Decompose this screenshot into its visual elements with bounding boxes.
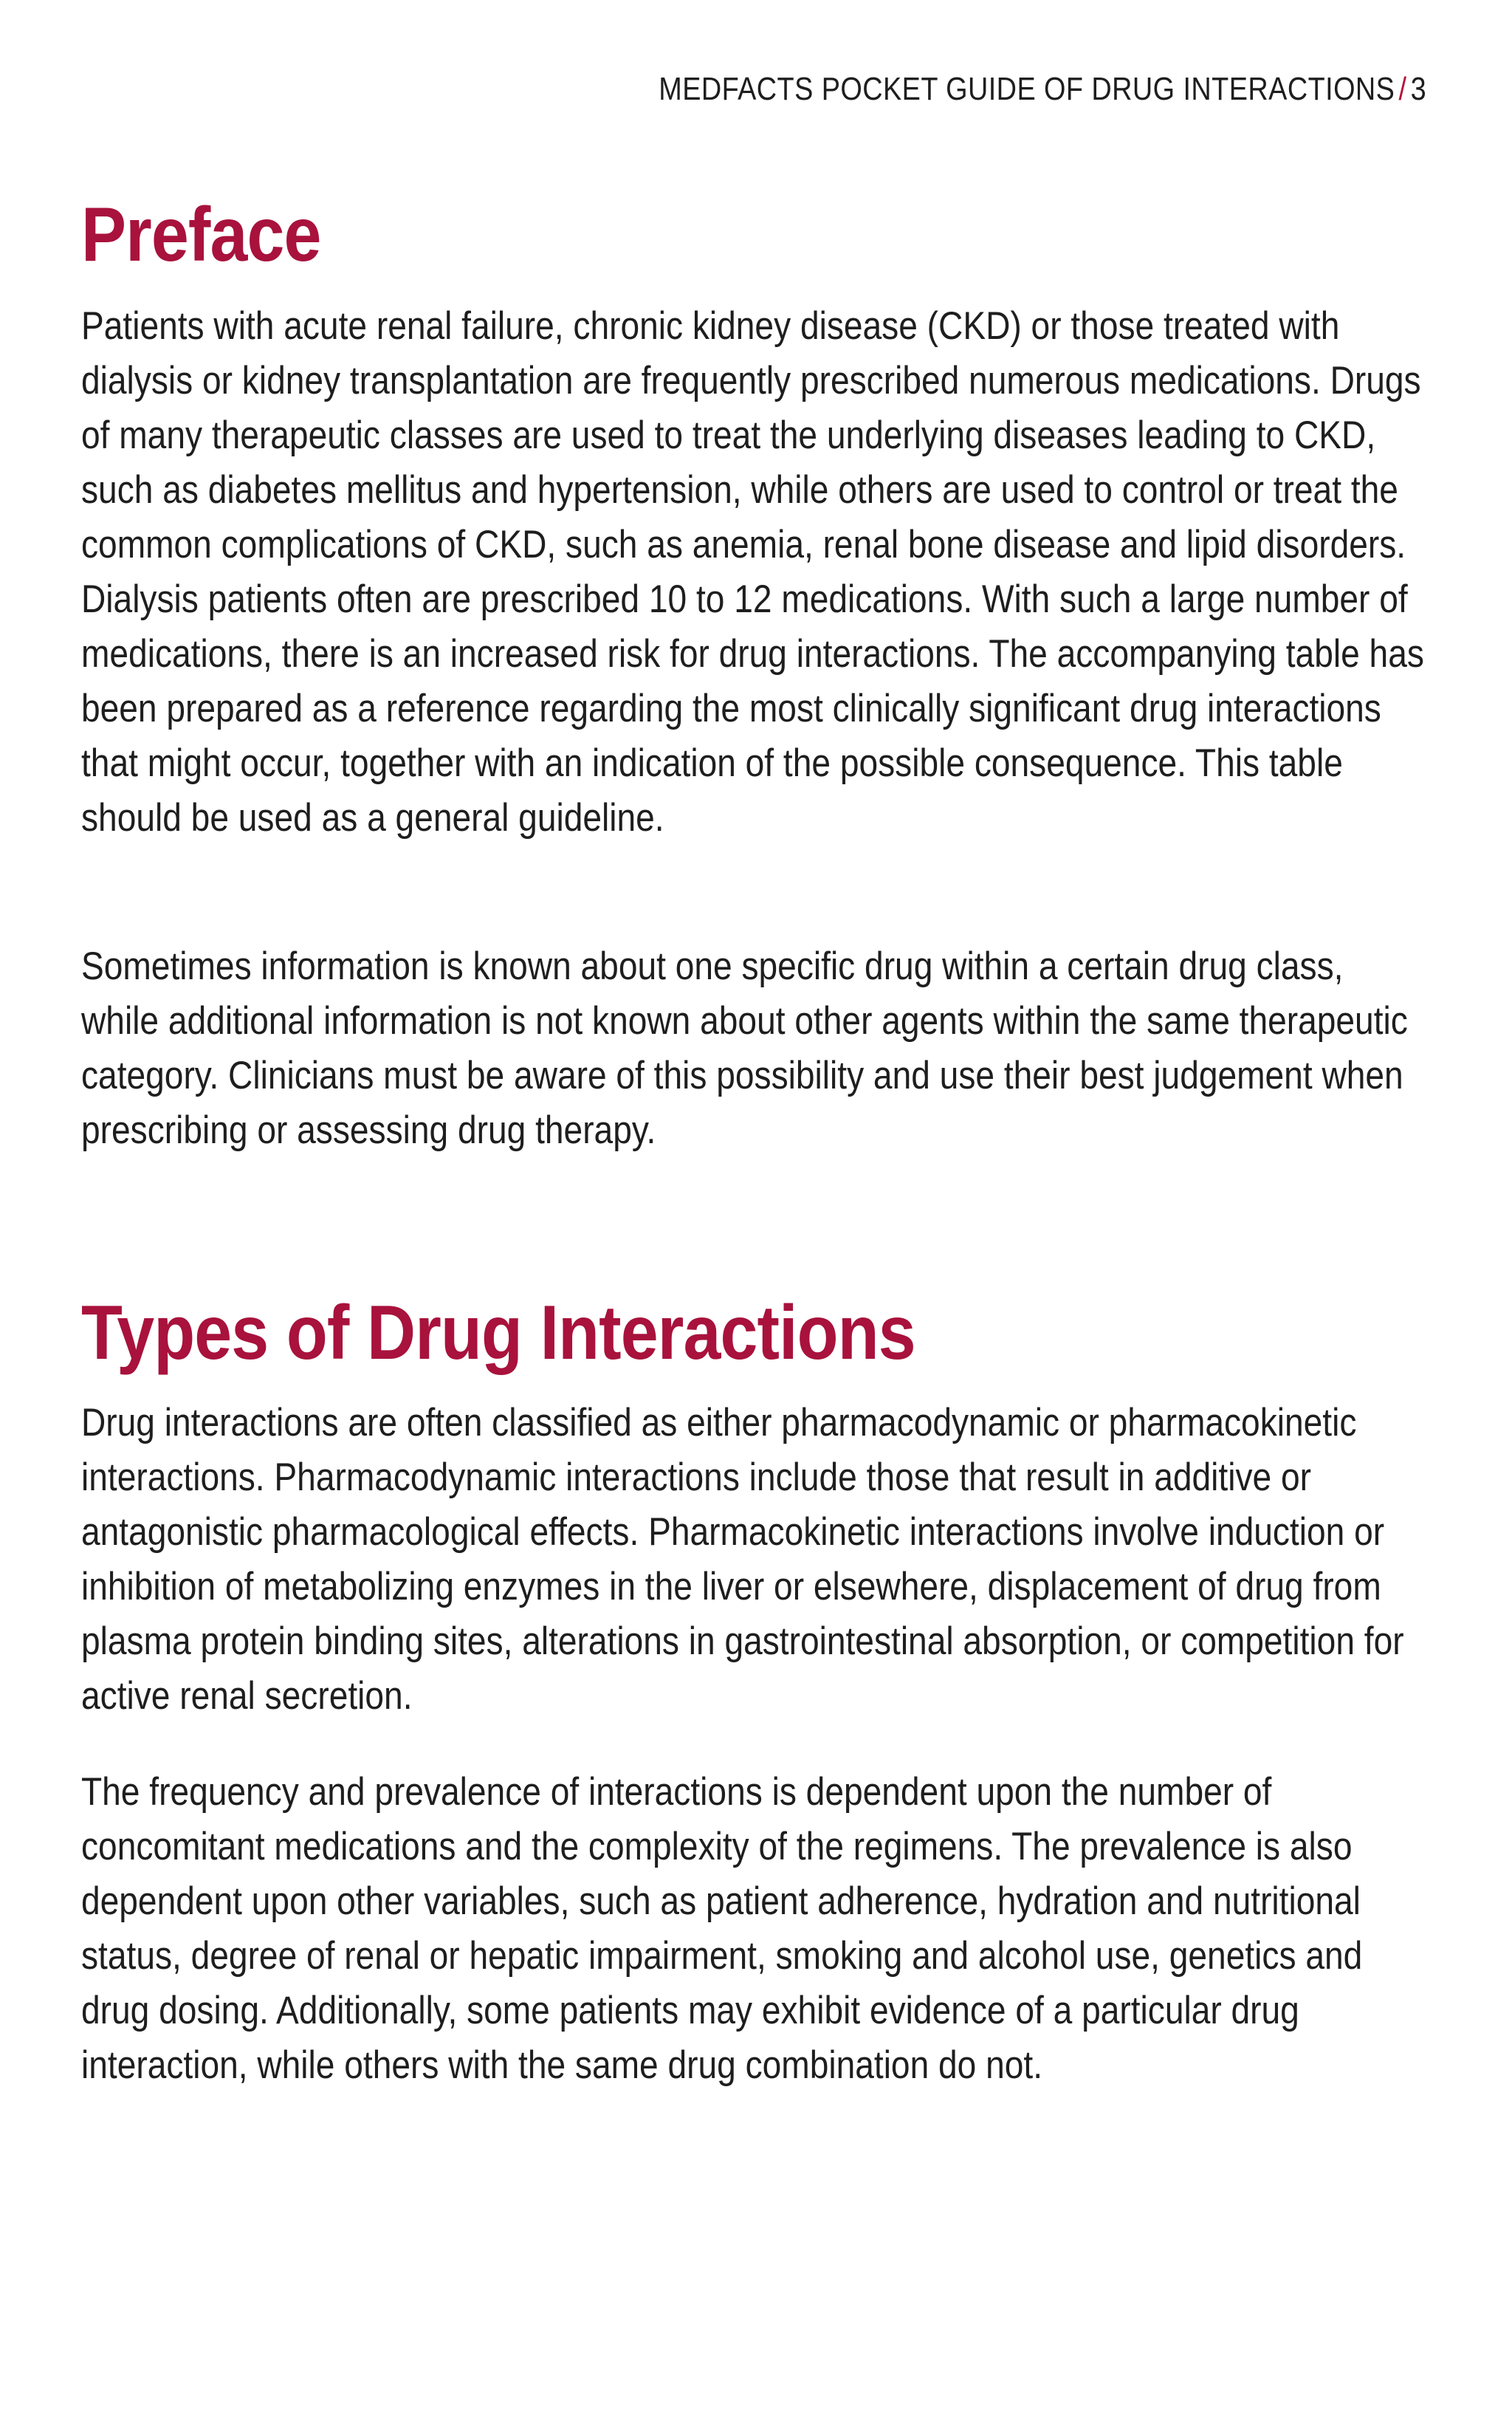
- preface-paragraph-2: Sometimes information is known about one specific drug within a certain drug class, while additional information is not known about other agents within the same therapeutic category. Clinicians must be aware of this possibility and use their best judgement when prescribing or assessing drug therapy.: [81, 945, 1408, 1152]
- header-separator: /: [1398, 71, 1407, 107]
- page-number: 3: [1410, 71, 1426, 107]
- types-paragraph-1: Drug interactions are often classified as either pharmacodynamic or pharmacokinetic interactions. Pharmacodynamic interactions include those that result in additive or antagonistic pharmacological effects. Pharmacokinetic interactions involve induction or inhibition of metabolizing enzymes in the liver or elsewhere, displacement of drug from plasma protein binding sites, alterations in gastrointestinal absorption, or competition for active renal secretion.: [81, 1401, 1404, 1718]
- types-heading: Types of Drug Interactions: [81, 1290, 915, 1376]
- running-title: MEDFACTS POCKET GUIDE OF DRUG INTERACTIONS: [659, 71, 1395, 107]
- running-header: [659, 71, 1426, 108]
- preface-paragraph-1: Patients with acute renal failure, chronic kidney disease (CKD) or those treated with dialysis or kidney transplantation are frequently prescribed numerous medications. Drugs of many therapeutic classes are used to treat the underlying diseases leading to CKD, such as diabetes mellitus and hypertension, while others are used to control or treat the common complications of CKD, such as anemia, renal bone disease and lipid disorders. Dialysis patients often are prescribed 10 to 12 medications. With such a large number of medications, there is an increased risk for drug interactions. The accompanying table has been prepared as a reference regarding the most clinically significant drug interactions that might occur, together with an indication of the possible consequence. This table should be used as a general guideline.: [81, 304, 1424, 840]
- preface-heading: Preface: [81, 192, 321, 278]
- types-paragraph-2: The frequency and prevalence of interactions is dependent upon the number of concomitant medications and the complexity of the regimens. The prevalence is also dependent upon other variables, such as patient adherence, hydration and nutritional status, degree of renal or hepatic impairment, smoking and alcohol use, genetics and drug dosing. Additionally, some patients may exhibit evidence of a particular drug interaction, while others with the same drug combination do not.: [81, 1770, 1363, 2087]
